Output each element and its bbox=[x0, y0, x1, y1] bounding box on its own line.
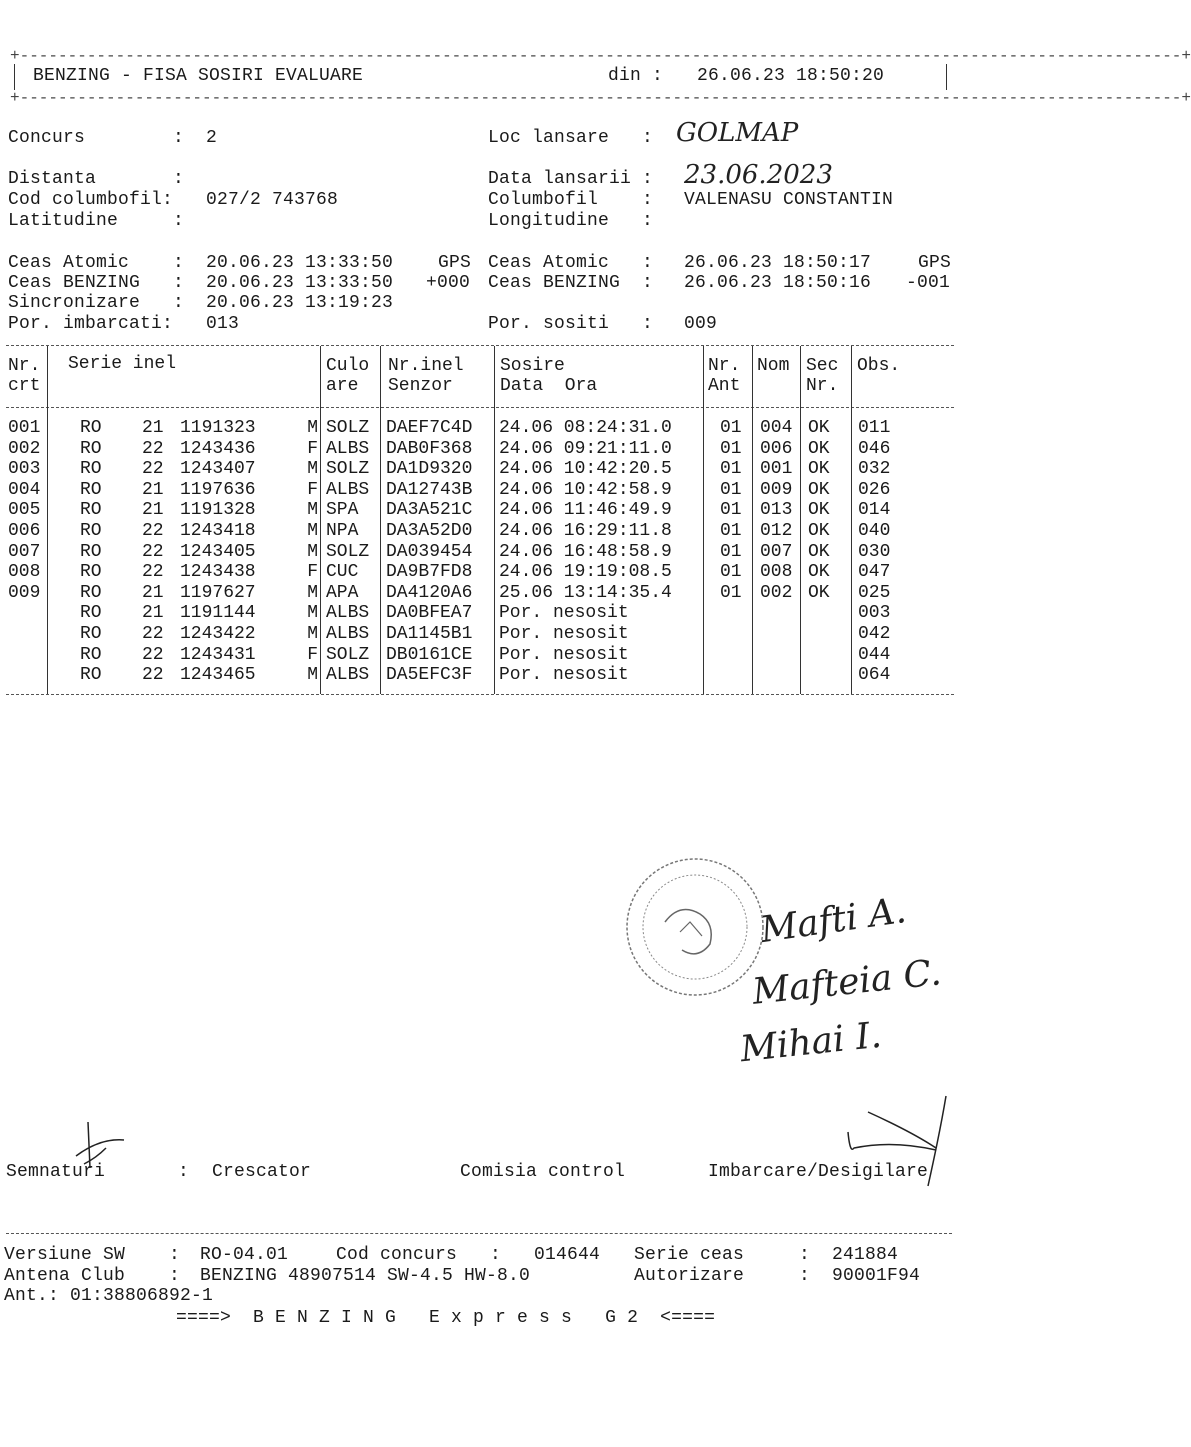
header-crt: crt bbox=[8, 376, 41, 396]
cell-sec: OK bbox=[808, 438, 830, 459]
cell-sosire: 24.06 19:19:08.5 bbox=[499, 562, 672, 583]
cell-inel: 1243422 bbox=[180, 624, 256, 644]
cell-ant: 01 bbox=[720, 582, 742, 603]
sincronizare-label: Sincronizare : bbox=[8, 293, 185, 313]
cell-an: 22 bbox=[142, 644, 164, 665]
cell-nr: 004 bbox=[8, 479, 41, 500]
table-top-rule bbox=[6, 345, 954, 346]
cell-inel: 1243418 bbox=[180, 521, 256, 541]
cell-sosire: 24.06 16:48:58.9 bbox=[499, 541, 672, 562]
cell-an: 22 bbox=[142, 438, 164, 459]
cell-sosire: 24.06 08:24:31.0 bbox=[499, 418, 672, 438]
header-right-border bbox=[946, 64, 947, 90]
col-sep-6 bbox=[752, 346, 753, 694]
cell-an: 21 bbox=[142, 479, 164, 500]
cell-nr: 006 bbox=[8, 521, 41, 541]
cell-sec: OK bbox=[808, 500, 830, 521]
header-bottom-border: +-------------------------------------------------------------------------------------------------------------------------+ bbox=[10, 89, 1191, 107]
cell-senzor: DA3A521C bbox=[386, 500, 473, 521]
cell-inel: 1243405 bbox=[180, 541, 256, 562]
col-sep-4 bbox=[494, 346, 495, 694]
table-bottom-rule bbox=[6, 694, 954, 695]
cell-tara: RO bbox=[80, 438, 102, 459]
cell-nr: 003 bbox=[8, 459, 41, 480]
versiune-sw-label: Versiune SW : bbox=[4, 1245, 181, 1265]
por-imbarcati-label: Por. imbarcati: bbox=[8, 314, 174, 334]
header-nr-inel: Nr.inel bbox=[388, 356, 464, 376]
cell-tara: RO bbox=[80, 521, 102, 541]
cell-senzor: DA4120A6 bbox=[386, 582, 473, 603]
por-sositi-label: Por. sositi : bbox=[488, 314, 654, 334]
cell-sec: OK bbox=[808, 521, 830, 541]
cell-nom: 012 bbox=[760, 521, 793, 541]
cell-nom: 007 bbox=[760, 541, 793, 562]
cell-obs: 040 bbox=[858, 521, 891, 541]
cell-an: 22 bbox=[142, 562, 164, 583]
cell-sex: F bbox=[307, 438, 318, 459]
ceas-benzing-value-right: 26.06.23 18:50:16 bbox=[684, 273, 872, 293]
cell-obs: 047 bbox=[858, 562, 891, 583]
signature-2: Mafteia C. bbox=[750, 952, 944, 1013]
ceas-atomic-label-right: Ceas Atomic : bbox=[488, 253, 654, 273]
cell-sec: OK bbox=[808, 541, 830, 562]
data-lansarii-handwritten: 23.06.2023 bbox=[684, 160, 833, 190]
ceas-benzing-label-left: Ceas BENZING : bbox=[8, 273, 185, 293]
col-sep-8 bbox=[851, 346, 852, 694]
club-stamp-seal bbox=[620, 852, 770, 1002]
ant-line: Ant.: 01:38806892-1 bbox=[4, 1286, 214, 1306]
cell-tara: RO bbox=[80, 479, 102, 500]
cell-ant: 01 bbox=[720, 479, 742, 500]
cell-sex: F bbox=[307, 479, 318, 500]
cell-culoare: SPA bbox=[326, 500, 359, 521]
ceas-benzing-suffix-left: +000 bbox=[426, 273, 471, 293]
cell-inel: 1243431 bbox=[180, 644, 256, 665]
cell-nr: 002 bbox=[8, 438, 41, 459]
autorizare-label: Autorizare : bbox=[634, 1266, 811, 1286]
ceas-atomic-suffix-right: GPS bbox=[918, 253, 952, 273]
cell-obs: 025 bbox=[858, 582, 891, 603]
signature-1: Mafti A. bbox=[757, 890, 909, 951]
cell-culoare: ALBS bbox=[326, 438, 370, 459]
distanta-label: Distanta : bbox=[8, 169, 185, 189]
autorizare-value: 90001F94 bbox=[832, 1266, 921, 1286]
comisia-control-label: Comisia control bbox=[460, 1162, 626, 1182]
cell-an: 21 bbox=[142, 603, 164, 624]
cell-tara: RO bbox=[80, 582, 102, 603]
header-data-ora: Data Ora bbox=[500, 376, 598, 396]
cell-inel: 1243438 bbox=[180, 562, 256, 583]
serie-ceas-label: Serie ceas : bbox=[634, 1245, 811, 1265]
cell-obs: 026 bbox=[858, 479, 891, 500]
data-lansarii-label: Data lansarii : bbox=[488, 169, 654, 189]
cell-culoare: APA bbox=[326, 582, 359, 603]
cell-sosire: Por. nesosit bbox=[499, 624, 629, 644]
cell-nom: 004 bbox=[760, 418, 793, 438]
header-top-border: +-------------------------------------------------------------------------------------------------------------------------+ bbox=[10, 47, 1191, 65]
crescator-label: Crescator bbox=[212, 1162, 312, 1182]
concurs-value: 2 bbox=[206, 128, 218, 148]
cell-culoare: CUC bbox=[326, 562, 359, 583]
cell-senzor: DB0161CE bbox=[386, 644, 473, 665]
cell-nr: 005 bbox=[8, 500, 41, 521]
cell-nr: 009 bbox=[8, 582, 41, 603]
ceas-benzing-label-right: Ceas BENZING : bbox=[488, 273, 654, 293]
cell-sosire: 25.06 13:14:35.4 bbox=[499, 582, 672, 603]
date-label: din : bbox=[608, 66, 664, 86]
header-nr: Nr. bbox=[8, 356, 41, 376]
cell-an: 22 bbox=[142, 521, 164, 541]
date-value: 26.06.23 18:50:20 bbox=[697, 66, 885, 86]
cell-sec: OK bbox=[808, 459, 830, 480]
cell-obs: 044 bbox=[858, 644, 891, 665]
cell-an: 22 bbox=[142, 665, 164, 686]
semnaturi-label: Semnaturi bbox=[6, 1162, 106, 1182]
cell-sex: M bbox=[307, 665, 318, 686]
ceas-benzing-suffix-right: -001 bbox=[906, 273, 951, 293]
cell-inel: 1191328 bbox=[180, 500, 256, 521]
cell-nom: 002 bbox=[760, 582, 793, 603]
cell-culoare: SOLZ bbox=[326, 418, 370, 438]
cell-obs: 064 bbox=[858, 665, 891, 686]
cell-an: 22 bbox=[142, 541, 164, 562]
cell-inel: 1243465 bbox=[180, 665, 256, 686]
cell-sec: OK bbox=[808, 479, 830, 500]
cell-obs: 030 bbox=[858, 541, 891, 562]
cell-senzor: DA1145B1 bbox=[386, 624, 473, 644]
cell-ant: 01 bbox=[720, 562, 742, 583]
cell-an: 21 bbox=[142, 418, 164, 438]
versiune-sw-value: RO-04.01 bbox=[200, 1245, 289, 1265]
cell-obs: 032 bbox=[858, 459, 891, 480]
cod-columbofil-value: 027/2 743768 bbox=[206, 190, 339, 210]
imbarcare-desigilare-label: Imbarcare/Desigilare bbox=[708, 1162, 929, 1182]
header-nr-ant: Nr. bbox=[708, 356, 741, 376]
header-senzor: Senzor bbox=[388, 376, 453, 396]
cell-senzor: DAEF7C4D bbox=[386, 418, 473, 438]
cell-ant: 01 bbox=[720, 459, 742, 480]
cell-sosire: 24.06 09:21:11.0 bbox=[499, 438, 672, 459]
header-sec: Sec bbox=[806, 356, 839, 376]
cell-nr: 001 bbox=[8, 418, 41, 438]
cell-sec: OK bbox=[808, 418, 830, 438]
header-are: are bbox=[326, 376, 359, 396]
cell-sex: M bbox=[307, 459, 318, 480]
cell-inel: 1191323 bbox=[180, 418, 256, 438]
cell-culoare: ALBS bbox=[326, 665, 370, 686]
ceas-atomic-label-left: Ceas Atomic : bbox=[8, 253, 185, 273]
cell-sex: M bbox=[307, 582, 318, 603]
footer-top-rule bbox=[6, 1233, 952, 1234]
cell-obs: 014 bbox=[858, 500, 891, 521]
cell-sex: M bbox=[307, 603, 318, 624]
cell-tara: RO bbox=[80, 459, 102, 480]
cell-tara: RO bbox=[80, 541, 102, 562]
cod-concurs-value: 014644 bbox=[534, 1245, 601, 1265]
col-sep-7 bbox=[800, 346, 801, 694]
document-title: BENZING - FISA SOSIRI EVALUARE bbox=[33, 66, 364, 86]
cell-inel: 1243436 bbox=[180, 438, 256, 459]
cell-tara: RO bbox=[80, 624, 102, 644]
cell-an: 21 bbox=[142, 500, 164, 521]
cell-nom: 009 bbox=[760, 479, 793, 500]
cell-ant: 01 bbox=[720, 418, 742, 438]
cell-sex: F bbox=[307, 562, 318, 583]
signature-3: Mihai I. bbox=[738, 1014, 884, 1071]
columbofil-label: Columbofil : bbox=[488, 190, 654, 210]
cell-tara: RO bbox=[80, 500, 102, 521]
cell-culoare: SOLZ bbox=[326, 644, 370, 665]
header-left-border bbox=[14, 64, 15, 90]
cell-inel: 1243407 bbox=[180, 459, 256, 480]
cell-tara: RO bbox=[80, 562, 102, 583]
ceas-atomic-suffix-left: GPS bbox=[438, 253, 472, 273]
cell-sosire: 24.06 10:42:20.5 bbox=[499, 459, 672, 480]
cell-sosire: Por. nesosit bbox=[499, 603, 629, 624]
latitudine-label: Latitudine : bbox=[8, 211, 185, 231]
cod-columbofil-label: Cod columbofil: bbox=[8, 190, 174, 210]
header-sec-nr: Nr. bbox=[806, 376, 839, 396]
loc-lansare-handwritten: GOLMAP bbox=[676, 118, 799, 148]
cell-senzor: DAB0F368 bbox=[386, 438, 473, 459]
col-sep-2 bbox=[320, 346, 321, 694]
header-obs: Obs. bbox=[857, 356, 901, 376]
cod-concurs-label: Cod concurs : bbox=[336, 1245, 502, 1265]
cell-obs: 003 bbox=[858, 603, 891, 624]
cell-tara: RO bbox=[80, 644, 102, 665]
header-serie-inel: Serie inel bbox=[68, 354, 177, 374]
cell-obs: 011 bbox=[858, 418, 891, 438]
cell-sex: M bbox=[307, 541, 318, 562]
cell-tara: RO bbox=[80, 665, 102, 686]
cell-culoare: ALBS bbox=[326, 603, 370, 624]
columbofil-value: VALENASU CONSTANTIN bbox=[684, 190, 894, 210]
cell-an: 22 bbox=[142, 624, 164, 644]
antena-club-label: Antena Club : bbox=[4, 1266, 181, 1286]
benzing-express-banner: ====> B E N Z I N G E x p r e s s G 2 <==== bbox=[176, 1308, 716, 1328]
cell-sec: OK bbox=[808, 562, 830, 583]
cell-senzor: DA0BFEA7 bbox=[386, 603, 473, 624]
col-sep-5 bbox=[703, 346, 704, 694]
cell-nom: 008 bbox=[760, 562, 793, 583]
ceas-atomic-value-right: 26.06.23 18:50:17 bbox=[684, 253, 872, 273]
cell-sec: OK bbox=[808, 582, 830, 603]
cell-ant: 01 bbox=[720, 521, 742, 541]
cell-senzor: DA3A52D0 bbox=[386, 521, 473, 541]
cell-nom: 006 bbox=[760, 438, 793, 459]
cell-culoare: SOLZ bbox=[326, 459, 370, 480]
cell-sosire: Por. nesosit bbox=[499, 665, 629, 686]
cell-ant: 01 bbox=[720, 438, 742, 459]
cell-ant: 01 bbox=[720, 541, 742, 562]
cell-sex: M bbox=[307, 500, 318, 521]
concurs-label: Concurs : bbox=[8, 128, 185, 148]
header-nom: Nom bbox=[757, 356, 790, 376]
cell-tara: RO bbox=[80, 603, 102, 624]
ceas-benzing-value-left: 20.06.23 13:33:50 bbox=[206, 273, 394, 293]
cell-sosire: 24.06 11:46:49.9 bbox=[499, 500, 672, 521]
header-sosire: Sosire bbox=[500, 356, 565, 376]
cell-inel: 1191144 bbox=[180, 603, 256, 624]
por-imbarcati-value: 013 bbox=[206, 314, 240, 334]
cell-sex: M bbox=[307, 418, 318, 438]
table-header-rule bbox=[6, 407, 954, 408]
cell-inel: 1197627 bbox=[180, 582, 256, 603]
cell-senzor: DA5EFC3F bbox=[386, 665, 473, 686]
cell-sex: M bbox=[307, 521, 318, 541]
semnaturi-separator: : bbox=[178, 1162, 190, 1182]
cell-culoare: ALBS bbox=[326, 624, 370, 644]
cell-sosire: Por. nesosit bbox=[499, 644, 629, 665]
cell-senzor: DA9B7FD8 bbox=[386, 562, 473, 583]
cell-nom: 001 bbox=[760, 459, 793, 480]
cell-sex: F bbox=[307, 644, 318, 665]
cell-nr: 007 bbox=[8, 541, 41, 562]
cell-culoare: ALBS bbox=[326, 479, 370, 500]
cell-an: 22 bbox=[142, 459, 164, 480]
cell-culoare: NPA bbox=[326, 521, 359, 541]
cell-sex: M bbox=[307, 624, 318, 644]
header-ant: Ant bbox=[708, 376, 741, 396]
antena-club-value: BENZING 48907514 SW-4.5 HW-8.0 bbox=[200, 1266, 531, 1286]
cell-inel: 1197636 bbox=[180, 479, 256, 500]
cell-culoare: SOLZ bbox=[326, 541, 370, 562]
cell-senzor: DA12743B bbox=[386, 479, 473, 500]
longitudine-label: Longitudine : bbox=[488, 211, 654, 231]
sincronizare-value: 20.06.23 13:19:23 bbox=[206, 293, 394, 313]
cell-nr: 008 bbox=[8, 562, 41, 583]
cell-tara: RO bbox=[80, 418, 102, 438]
cell-an: 21 bbox=[142, 582, 164, 603]
loc-lansare-label: Loc lansare : bbox=[488, 128, 654, 148]
cell-ant: 01 bbox=[720, 500, 742, 521]
col-sep-1 bbox=[47, 346, 48, 694]
header-culo: Culo bbox=[326, 356, 370, 376]
cell-sosire: 24.06 16:29:11.8 bbox=[499, 521, 672, 541]
cell-nom: 013 bbox=[760, 500, 793, 521]
cell-obs: 042 bbox=[858, 624, 891, 644]
cell-sosire: 24.06 10:42:58.9 bbox=[499, 479, 672, 500]
cell-senzor: DA039454 bbox=[386, 541, 473, 562]
serie-ceas-value: 241884 bbox=[832, 1245, 899, 1265]
cell-senzor: DA1D9320 bbox=[386, 459, 473, 480]
por-sositi-value: 009 bbox=[684, 314, 718, 334]
cell-obs: 046 bbox=[858, 438, 891, 459]
col-sep-3 bbox=[380, 346, 381, 694]
ceas-atomic-value-left: 20.06.23 13:33:50 bbox=[206, 253, 394, 273]
